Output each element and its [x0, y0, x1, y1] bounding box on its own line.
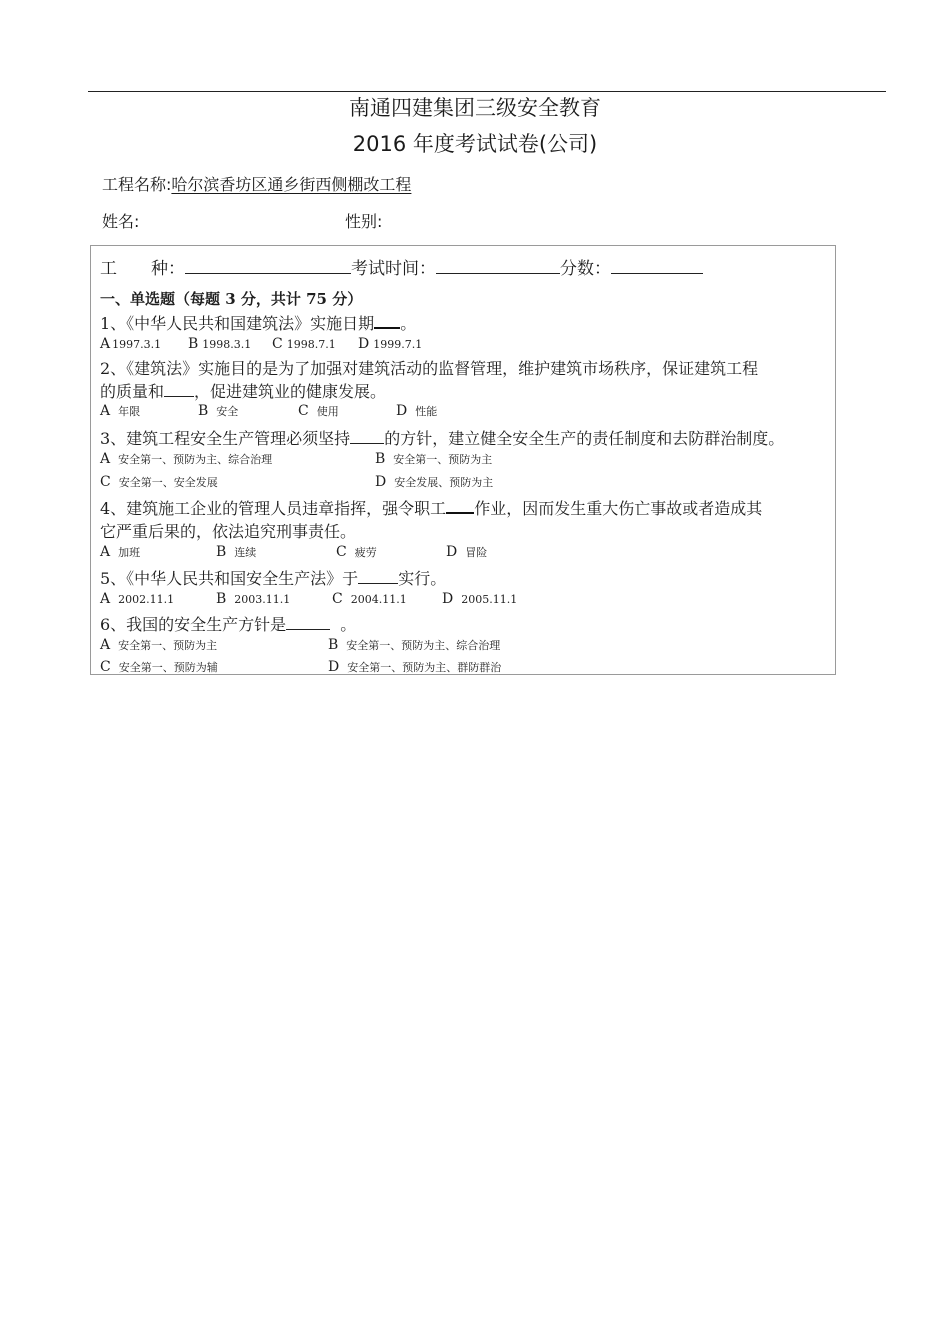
question-5-options: [100, 591, 820, 609]
option-c: C 使用: [298, 403, 339, 419]
question-2: 2、《建筑法》实施目的是为了加强对建筑活动的监督管理，维护建筑市场秩序，保证建筑工程: [100, 359, 759, 378]
option-c: C 安全第一、安全发展: [100, 474, 218, 490]
option-d: D 性能: [396, 403, 438, 419]
option-b: B 安全: [198, 403, 239, 419]
trade-label: 工 种：: [100, 259, 185, 279]
gender-label: 性别:: [345, 212, 383, 231]
option-a: A 1997.3.1: [100, 336, 162, 352]
option-a: A 2002.11.1: [100, 591, 175, 607]
option-d: D 冒险: [446, 544, 488, 560]
answer-blank: [446, 498, 474, 514]
trade-blank: [185, 259, 351, 274]
answer-blank: [350, 429, 384, 444]
answer-blank: [286, 615, 330, 630]
option-c: C 疲劳: [336, 544, 377, 560]
option-c: C 安全第一、预防为辅: [100, 659, 218, 675]
option-d: D 安全发展、预防为主: [375, 474, 494, 490]
answer-blank: [358, 569, 398, 584]
option-b: B 安全第一、预防为主、综合治理: [328, 637, 501, 653]
score-blank: [611, 259, 703, 274]
exam-scan: [90, 245, 836, 675]
option-a: A 年限: [100, 403, 141, 419]
question-6-options-ab: [100, 637, 820, 655]
question-3-options-cd: [100, 474, 820, 492]
question-4: 4、建筑施工企业的管理人员违章指挥，强令职工 作业，因而发生重大伤亡事故或者造成其: [100, 499, 763, 518]
question-6-options-cd: [100, 659, 820, 677]
section-title: 一、单选题（每题 3 分，共计 75 分）: [100, 290, 363, 308]
question-1: 1、《中华人民共和国建筑法》实施日期 。: [100, 314, 417, 333]
exam-time-blank: [436, 259, 560, 274]
answer-blank: [374, 313, 400, 329]
exam-header-fields: [100, 254, 703, 279]
option-b: B 连续: [216, 544, 257, 560]
option-a: A 安全第一、预防为主: [100, 637, 218, 653]
question-2-options: [100, 403, 820, 421]
question-3: 3、建筑工程安全生产管理必须坚持 的方针，建立健全安全生产的责任制度和去防群治制度。: [100, 429, 785, 448]
question-4-options: [100, 544, 820, 562]
option-a: A 加班: [100, 544, 141, 560]
project-row: [102, 172, 411, 195]
option-b: B 1998.3.1: [188, 336, 252, 352]
name-label: 姓名:: [102, 212, 140, 231]
project-label: 工程名称:: [102, 175, 172, 194]
question-4-cont: 它严重后果的，依法追究刑事责任。: [100, 522, 357, 541]
question-6: 6、我国的安全生产方针是 。: [100, 615, 357, 634]
score-label: 分数：: [560, 259, 611, 279]
option-a: A 安全第一、预防为主、综合治理: [100, 451, 273, 467]
option-c: C 2004.11.1: [332, 591, 407, 607]
option-d: D 安全第一、预防为主、群防群治: [328, 659, 502, 675]
option-c: C 1998.7.1: [272, 336, 336, 352]
question-2-cont: 的质量和 ，促进建筑业的健康发展。: [100, 382, 387, 401]
question-5: 5、《中华人民共和国安全生产法》于 实行。: [100, 569, 447, 588]
question-3-options-ab: [100, 451, 820, 469]
option-d: D 2005.11.1: [442, 591, 518, 607]
project-name: 哈尔滨香坊区通乡街西侧棚改工程: [171, 175, 412, 194]
page-title: 南通四建集团三级安全教育: [349, 96, 601, 120]
exam-time-label: 考试时间：: [351, 259, 436, 279]
option-d: D 1999.7.1: [358, 336, 423, 352]
option-b: B 2003.11.1: [216, 591, 291, 607]
page-subtitle: 2016 年度考试试卷(公司): [352, 132, 598, 156]
answer-blank: [164, 382, 194, 397]
question-1-options: [100, 336, 820, 354]
option-b: B 安全第一、预防为主: [375, 451, 493, 467]
